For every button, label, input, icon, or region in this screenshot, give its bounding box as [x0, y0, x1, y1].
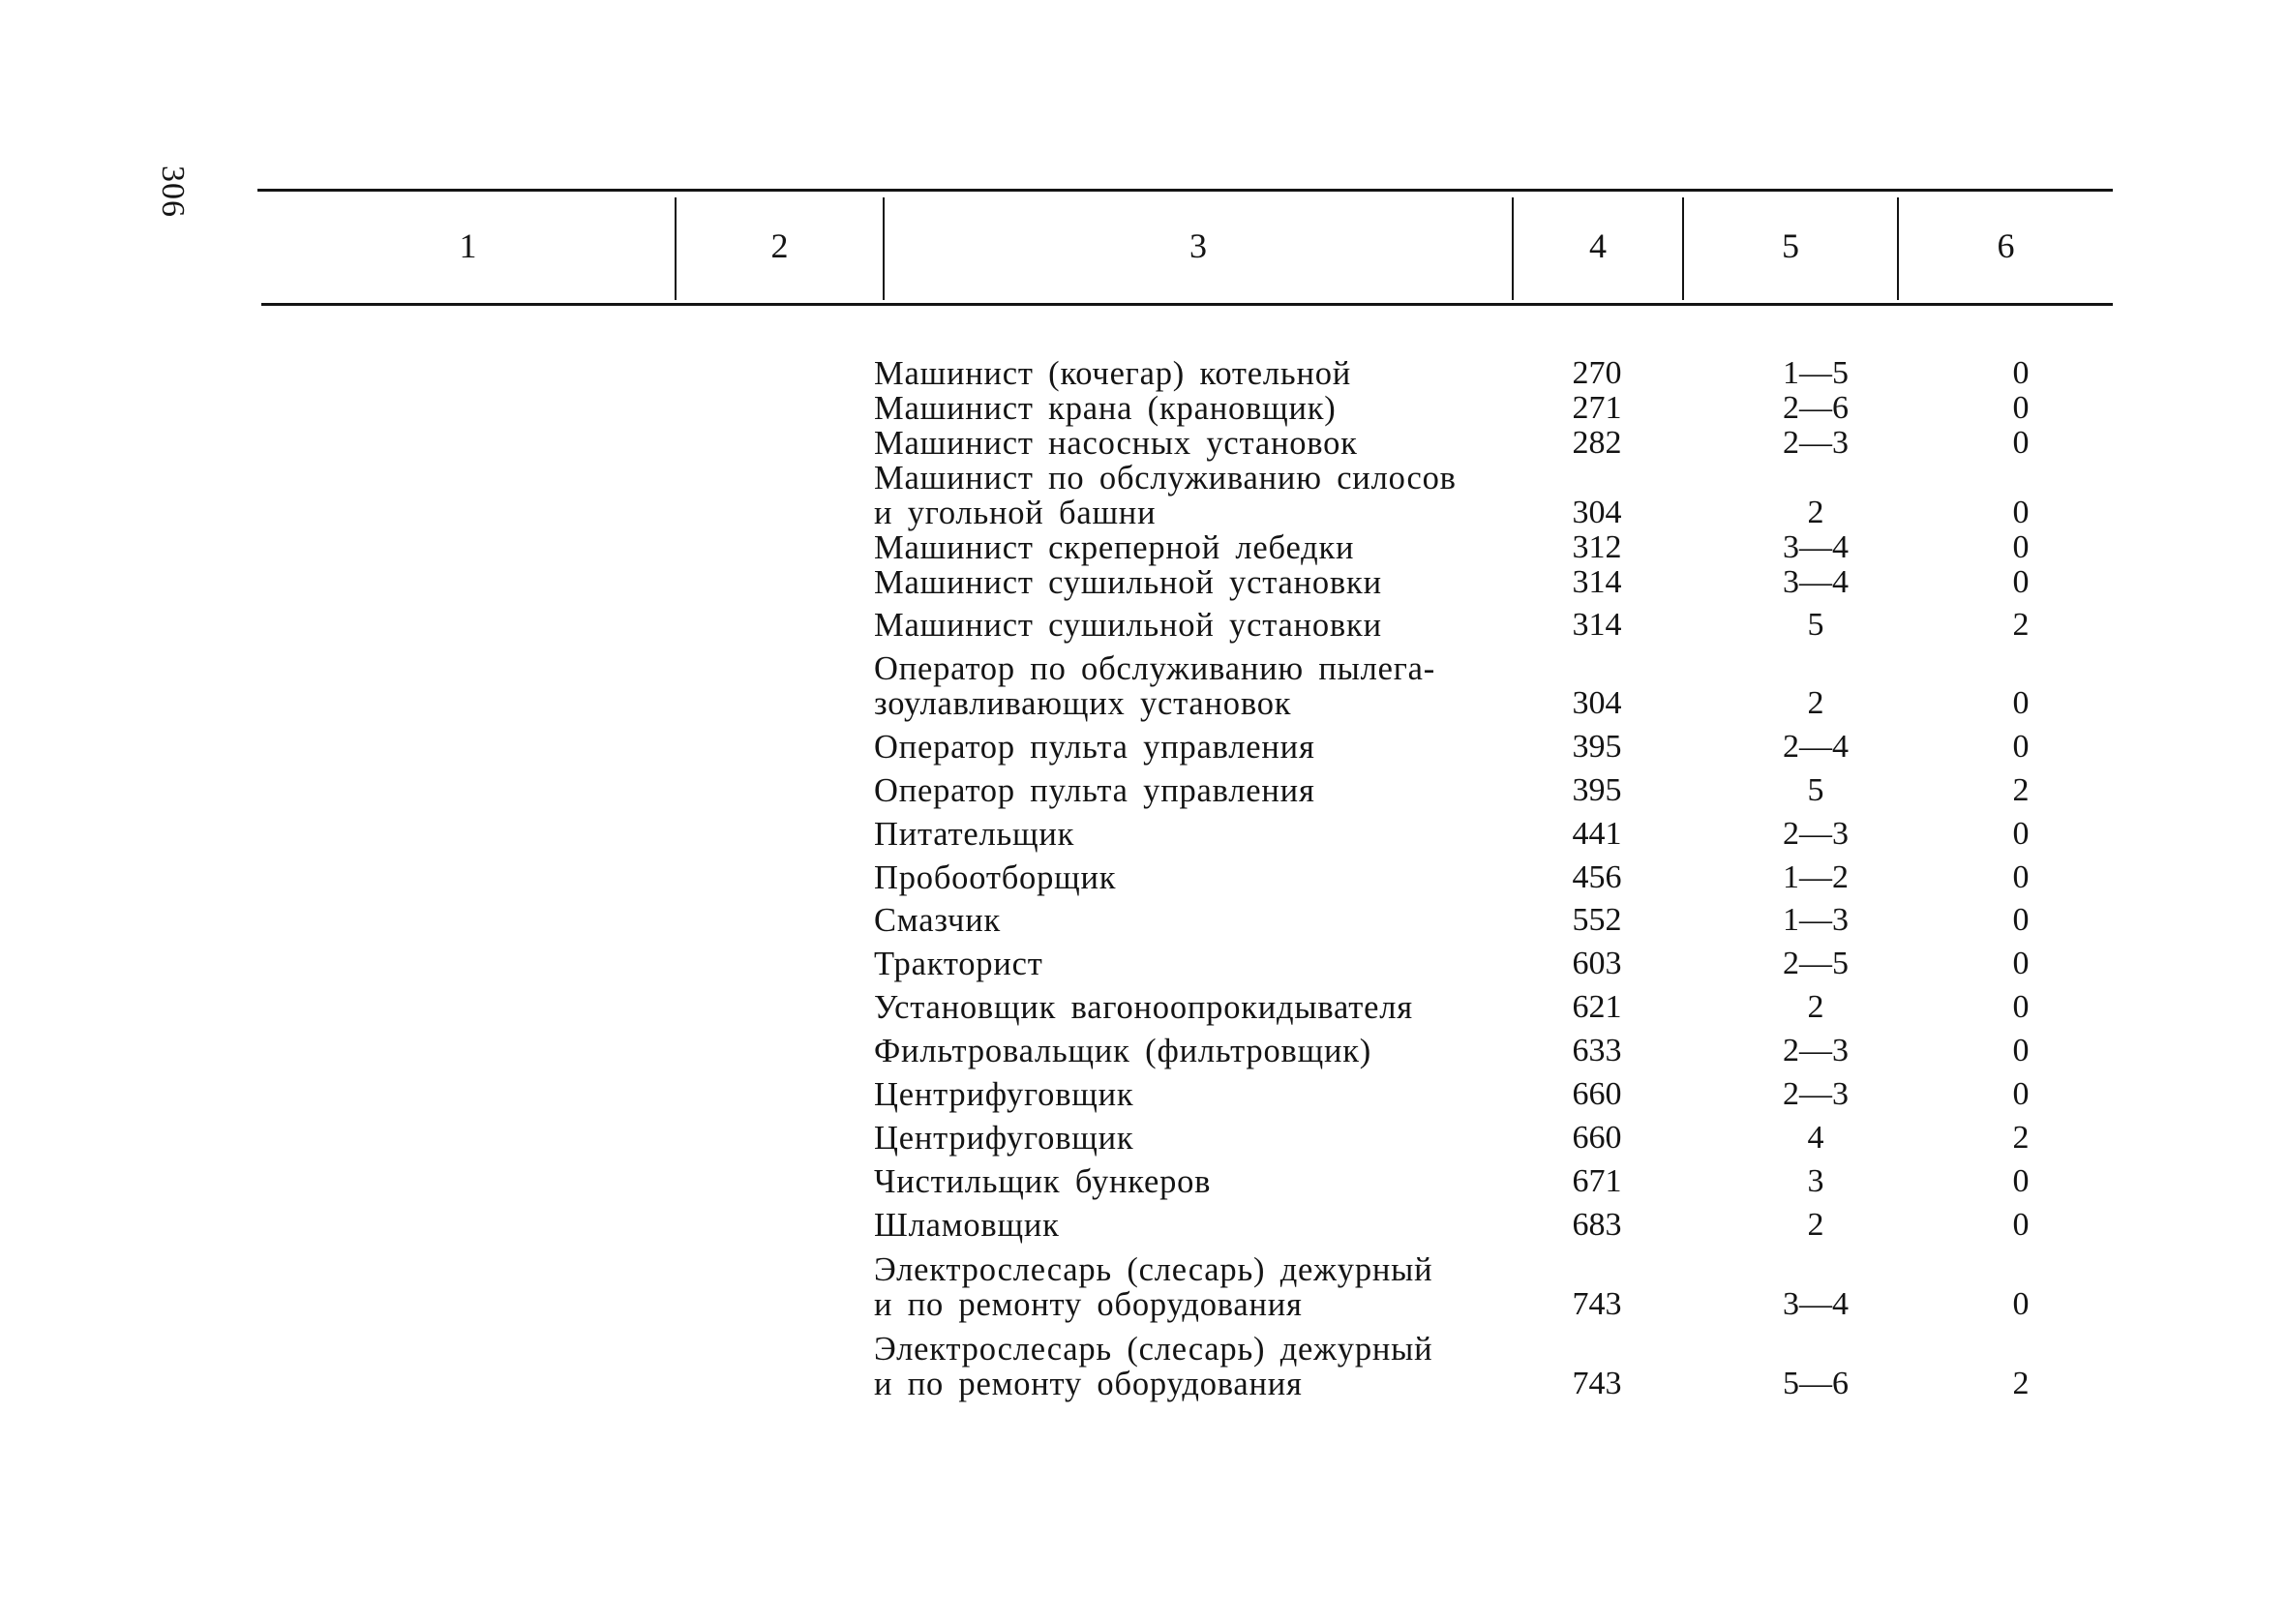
occupation-code: 314	[1572, 564, 1622, 600]
grade-range: 3—4	[1783, 564, 1849, 600]
extra-value: 0	[2012, 816, 2030, 852]
grade-range: 2—6	[1783, 390, 1849, 426]
extra-value: 0	[2012, 1207, 2030, 1243]
grade-range: 1—3	[1783, 902, 1849, 938]
grade-range: 5—6	[1783, 1366, 1849, 1401]
grade-range: 4	[1807, 1120, 1824, 1156]
occupation-name: Машинист скреперной лебедки	[874, 529, 1355, 566]
occupation-name: Центрифуговщик	[874, 1120, 1134, 1157]
extra-value: 0	[2012, 1076, 2030, 1112]
occupation-code: 660	[1572, 1076, 1622, 1112]
grade-range: 5	[1807, 607, 1824, 643]
occupation-name: Оператор пульта управления	[874, 729, 1315, 766]
grade-range: 2—3	[1783, 816, 1849, 852]
occupation-name: Машинист крана (крановщик)	[874, 390, 1337, 427]
occupation-code: 633	[1572, 1033, 1622, 1068]
grade-range: 2—4	[1783, 729, 1849, 765]
occupation-name: Смазчик	[874, 902, 1002, 939]
extra-value: 0	[2012, 685, 2030, 721]
occupation-code: 441	[1572, 816, 1622, 852]
extra-value: 0	[2012, 495, 2030, 530]
occupation-name: Оператор пульта управления	[874, 772, 1315, 809]
table-header-bottom-rule	[261, 303, 2113, 306]
column-header-1: 1	[459, 226, 477, 265]
occupation-name: Установщик вагоноопрокидывателя	[874, 989, 1413, 1026]
grade-range: 1—5	[1783, 355, 1849, 391]
extra-value: 2	[2012, 772, 2030, 808]
grade-range: 2—5	[1783, 946, 1849, 981]
grade-range: 2—3	[1783, 425, 1849, 461]
occupation-code: 271	[1572, 390, 1622, 426]
occupation-code: 395	[1572, 729, 1622, 765]
grade-range: 2—3	[1783, 1033, 1849, 1068]
extra-value: 0	[2012, 390, 2030, 426]
extra-value: 2	[2012, 607, 2030, 643]
occupation-name: Центрифуговщик	[874, 1076, 1134, 1113]
column-header-5: 5	[1782, 226, 1799, 265]
occupation-name: Машинист сушильной установки	[874, 564, 1382, 601]
extra-value: 0	[2012, 529, 2030, 565]
grade-range: 1—2	[1783, 859, 1849, 895]
occupation-name: Электрослесарь (слесарь) дежурный и по ремонту оборудования	[874, 1251, 1433, 1323]
grade-range: 3	[1807, 1163, 1824, 1199]
occupation-name: Тракторист	[874, 946, 1043, 982]
occupation-name: Машинист насосных установок	[874, 425, 1358, 462]
occupation-code: 552	[1572, 902, 1622, 938]
occupation-code: 660	[1572, 1120, 1622, 1156]
extra-value: 0	[2012, 355, 2030, 391]
extra-value: 2	[2012, 1366, 2030, 1401]
extra-value: 0	[2012, 946, 2030, 981]
occupation-name: Шламовщик	[874, 1207, 1060, 1244]
occupation-code: 395	[1572, 772, 1622, 808]
occupation-code: 671	[1572, 1163, 1622, 1199]
occupation-code: 282	[1572, 425, 1622, 461]
column-header-3: 3	[1189, 226, 1207, 265]
extra-value: 0	[2012, 425, 2030, 461]
grade-range: 3—4	[1783, 1286, 1849, 1322]
occupation-code: 743	[1572, 1366, 1622, 1401]
extra-value: 2	[2012, 1120, 2030, 1156]
extra-value: 0	[2012, 729, 2030, 765]
occupation-code: 270	[1572, 355, 1622, 391]
occupation-code: 743	[1572, 1286, 1622, 1322]
occupation-code: 304	[1572, 495, 1622, 530]
occupation-code: 683	[1572, 1207, 1622, 1243]
occupation-code: 621	[1572, 989, 1622, 1025]
table-top-rule	[257, 189, 2113, 192]
occupation-name: Чистильщик бункеров	[874, 1163, 1212, 1200]
extra-value: 0	[2012, 1033, 2030, 1068]
grade-range: 2—3	[1783, 1076, 1849, 1112]
occupation-name: Машинист по обслуживанию силосов и угольной башни	[874, 460, 1457, 531]
column-header-2: 2	[770, 226, 789, 265]
occupation-name: Фильтровальщик (фильтровщик)	[874, 1033, 1372, 1069]
occupation-name: Оператор по обслуживанию пылега- зоулавливающих установок	[874, 650, 1436, 722]
occupation-name: Машинист сушильной установки	[874, 607, 1382, 644]
extra-value: 0	[2012, 902, 2030, 938]
grade-range: 2	[1807, 1207, 1824, 1243]
extra-value: 0	[2012, 1163, 2030, 1199]
occupation-code: 314	[1572, 607, 1622, 643]
occupation-code: 312	[1572, 529, 1622, 565]
grade-range: 5	[1807, 772, 1824, 808]
column-header-6: 6	[1997, 226, 2015, 265]
occupation-code: 456	[1572, 859, 1622, 895]
grade-range: 2	[1807, 495, 1824, 530]
extra-value: 0	[2012, 1286, 2030, 1322]
grade-range: 2	[1807, 685, 1824, 721]
occupation-name: Пробоотборщик	[874, 859, 1117, 896]
column-header-4: 4	[1589, 226, 1607, 265]
extra-value: 0	[2012, 564, 2030, 600]
occupation-name: Электрослесарь (слесарь) дежурный и по ремонту оборудования	[874, 1331, 1433, 1402]
extra-value: 0	[2012, 989, 2030, 1025]
page-number: 306	[155, 165, 191, 218]
occupation-name: Питательщик	[874, 816, 1075, 853]
occupation-code: 603	[1572, 946, 1622, 981]
extra-value: 0	[2012, 859, 2030, 895]
grade-range: 2	[1807, 989, 1824, 1025]
grade-range: 3—4	[1783, 529, 1849, 565]
occupation-name: Машинист (кочегар) котельной	[874, 355, 1352, 392]
occupation-code: 304	[1572, 685, 1622, 721]
